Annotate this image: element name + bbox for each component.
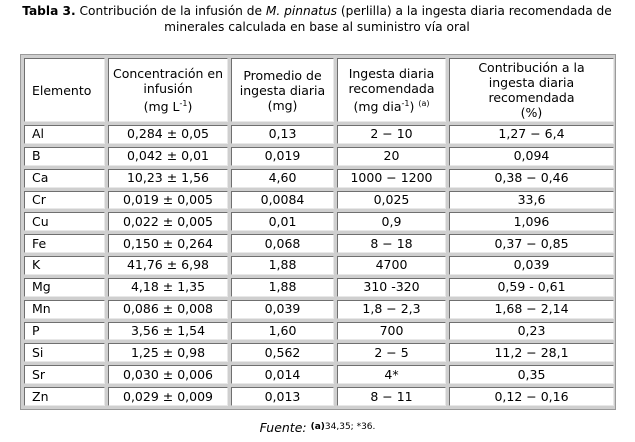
table-row bbox=[24, 125, 614, 144]
minerals-table bbox=[21, 55, 617, 409]
cell-contribution: 0,094 bbox=[449, 147, 614, 166]
cell-average-intake: 0,0084 bbox=[231, 191, 334, 210]
minerals-table-frame bbox=[20, 54, 616, 410]
cell-recommended-intake: 2 − 10 bbox=[337, 125, 446, 144]
cell-concentration: 41,76 ± 6,98 bbox=[108, 256, 228, 275]
cell-concentration: 4,18 ± 1,35 bbox=[108, 278, 228, 297]
caption-species: M. pinnatus bbox=[265, 4, 338, 18]
cell-average-intake: 0,01 bbox=[231, 212, 334, 231]
header-promedio-label: Promedio de ingesta diaria bbox=[239, 67, 326, 98]
caption-text-before: Contribución de la infusión de bbox=[75, 4, 266, 18]
cell-recommended-intake: 8 − 18 bbox=[337, 234, 446, 253]
cell-element: Fe bbox=[24, 234, 105, 253]
source-label: Fuente: bbox=[259, 420, 307, 435]
cell-element: Sr bbox=[24, 365, 105, 384]
cell-average-intake: 1,60 bbox=[231, 322, 334, 341]
table-row bbox=[24, 300, 614, 319]
header-contribucion-unit: (%) bbox=[520, 105, 543, 120]
cell-contribution: 0,37 − 0,85 bbox=[449, 234, 614, 253]
table-caption bbox=[6, 3, 628, 35]
cell-element: Mg bbox=[24, 278, 105, 297]
cell-concentration: 3,56 ± 1,54 bbox=[108, 322, 228, 341]
header-ingesta-unit: (mg dia bbox=[353, 99, 402, 114]
header-ingesta-unit-sup: -1 bbox=[401, 99, 410, 108]
header-promedio-unit: (mg) bbox=[267, 97, 298, 113]
cell-contribution: 1,096 bbox=[449, 212, 614, 231]
cell-element: B bbox=[24, 147, 105, 166]
cell-average-intake: 0,019 bbox=[231, 147, 334, 166]
header-concentracion-unit-close: ) bbox=[187, 99, 193, 114]
cell-concentration: 0,019 ± 0,005 bbox=[108, 191, 228, 210]
cell-recommended-intake: 8 − 11 bbox=[337, 387, 446, 406]
table-row bbox=[24, 278, 614, 297]
cell-recommended-intake: 1000 − 1200 bbox=[337, 169, 446, 188]
cell-average-intake: 4,60 bbox=[231, 169, 334, 188]
cell-contribution: 33,6 bbox=[449, 191, 614, 210]
header-ingesta-ref: (a) bbox=[418, 99, 430, 108]
table-row bbox=[24, 212, 614, 231]
cell-average-intake: 1,88 bbox=[231, 256, 334, 275]
cell-contribution: 0,59 - 0,61 bbox=[449, 278, 614, 297]
header-contribucion-label: Contribución a la ingesta diaria recomendada bbox=[478, 60, 585, 105]
cell-average-intake: 0,039 bbox=[231, 300, 334, 319]
table-row bbox=[24, 256, 614, 275]
header-row bbox=[24, 58, 614, 122]
cell-element: Cr bbox=[24, 191, 105, 210]
header-concentracion bbox=[108, 58, 228, 122]
cell-average-intake: 0,068 bbox=[231, 234, 334, 253]
cell-average-intake: 0,13 bbox=[231, 125, 334, 144]
source-ref-a: (a) bbox=[310, 422, 325, 432]
cell-element: Mn bbox=[24, 300, 105, 319]
header-contribucion bbox=[449, 58, 614, 122]
cell-concentration: 0,150 ± 0,264 bbox=[108, 234, 228, 253]
header-ingesta-unit-close: ) bbox=[409, 99, 415, 114]
table-source-note bbox=[0, 420, 635, 435]
table-row bbox=[24, 169, 614, 188]
cell-contribution: 0,38 − 0,46 bbox=[449, 169, 614, 188]
cell-element: Al bbox=[24, 125, 105, 144]
source-refs bbox=[311, 422, 376, 432]
header-concentracion-unit: (mg L bbox=[143, 99, 180, 114]
cell-recommended-intake: 310 -320 bbox=[337, 278, 446, 297]
table-row bbox=[24, 387, 614, 406]
table-label: Tabla 3. bbox=[22, 4, 76, 18]
cell-average-intake: 0,562 bbox=[231, 343, 334, 362]
cell-contribution: 0,35 bbox=[449, 365, 614, 384]
cell-recommended-intake: 4700 bbox=[337, 256, 446, 275]
cell-concentration: 0,022 ± 0,005 bbox=[108, 212, 228, 231]
caption-text-after: (perlilla) a la ingesta diaria recomendada de minerales calculada en base al suministro vía oral bbox=[164, 4, 612, 34]
cell-recommended-intake: 700 bbox=[337, 322, 446, 341]
table-row bbox=[24, 365, 614, 384]
header-ingesta-label: Ingesta diaria recomendada bbox=[348, 66, 435, 96]
cell-recommended-intake: 0,9 bbox=[337, 212, 446, 231]
cell-element: Cu bbox=[24, 212, 105, 231]
cell-contribution: 1,27 − 6,4 bbox=[449, 125, 614, 144]
cell-element: Ca bbox=[24, 169, 105, 188]
header-promedio bbox=[231, 58, 334, 122]
header-ingesta bbox=[337, 58, 446, 122]
cell-contribution: 0,23 bbox=[449, 322, 614, 341]
cell-recommended-intake: 2 − 5 bbox=[337, 343, 446, 362]
cell-concentration: 0,042 ± 0,01 bbox=[108, 147, 228, 166]
cell-element: K bbox=[24, 256, 105, 275]
cell-average-intake: 0,013 bbox=[231, 387, 334, 406]
header-concentracion-label: Concentración en infusión bbox=[113, 66, 223, 96]
table-row bbox=[24, 191, 614, 210]
cell-element: P bbox=[24, 322, 105, 341]
cell-recommended-intake: 1,8 − 2,3 bbox=[337, 300, 446, 319]
table-row bbox=[24, 234, 614, 253]
header-concentracion-unit-sup: -1 bbox=[179, 99, 188, 108]
cell-element: Si bbox=[24, 343, 105, 362]
cell-element: Zn bbox=[24, 387, 105, 406]
cell-recommended-intake: 4* bbox=[337, 365, 446, 384]
cell-concentration: 1,25 ± 0,98 bbox=[108, 343, 228, 362]
cell-contribution: 0,12 − 0,16 bbox=[449, 387, 614, 406]
cell-contribution: 0,039 bbox=[449, 256, 614, 275]
cell-contribution: 1,68 − 2,14 bbox=[449, 300, 614, 319]
header-elemento: Elemento bbox=[24, 58, 105, 122]
table-row bbox=[24, 147, 614, 166]
cell-concentration: 0,086 ± 0,008 bbox=[108, 300, 228, 319]
cell-concentration: 10,23 ± 1,56 bbox=[108, 169, 228, 188]
cell-contribution: 11,2 − 28,1 bbox=[449, 343, 614, 362]
cell-recommended-intake: 20 bbox=[337, 147, 446, 166]
table-row bbox=[24, 343, 614, 362]
cell-average-intake: 0,014 bbox=[231, 365, 334, 384]
cell-average-intake: 1,88 bbox=[231, 278, 334, 297]
table-row bbox=[24, 322, 614, 341]
cell-recommended-intake: 0,025 bbox=[337, 191, 446, 210]
cell-concentration: 0,030 ± 0,006 bbox=[108, 365, 228, 384]
cell-concentration: 0,029 ± 0,009 bbox=[108, 387, 228, 406]
source-ref-numbers: 34,35; *36. bbox=[324, 422, 376, 432]
cell-concentration: 0,284 ± 0,05 bbox=[108, 125, 228, 144]
